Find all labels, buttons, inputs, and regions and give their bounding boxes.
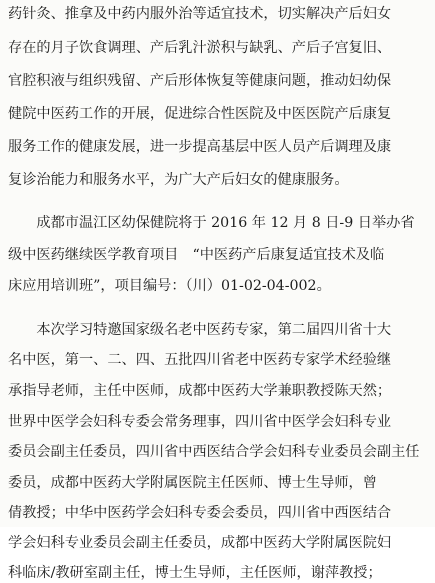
- text-line: 名中医，第一、二、四、五批四川省老中医药专家学术经验继: [8, 352, 392, 368]
- text-line: 床应用培训班”，项目编号：（川）01-02-04-002。: [8, 278, 331, 294]
- text-line: 承指导老师，主任中医师，成都中医药大学兼职教授陈天然；: [8, 383, 392, 399]
- text-line: 委员会副主任委员，四川省中西医结合学会妇科专业委员会副主任: [8, 444, 420, 460]
- text-line: 本次学习特邀国家级名老中医药专家，第二届四川省十大: [8, 322, 392, 338]
- text-line: 药针灸、推拿及中药内服外治等适宜技术，切实解决产后妇女: [8, 6, 392, 22]
- text-line: 委员，成都中医药大学附属医院主任医师、博士生导师，曾: [8, 475, 377, 491]
- text-line: 存在的月子饮食调理、产后乳汁淤积与缺乳、产后子宫复旧、: [8, 40, 392, 56]
- text-line: 官腔积液与组织残留、产后形体恢复等健康问题，推动妇幼保: [8, 73, 392, 89]
- text-line: 健院中医药工作的开展，促进综合性医院及中医医院产后康复: [8, 106, 392, 122]
- text-line: 学会妇科专业委员会副主任委员，成都中医药大学附属医院妇: [8, 535, 392, 551]
- text-line: 成都市温江区幼保健院将于 2016 年 12 月 8 日-9 日举办省: [8, 215, 415, 231]
- text-line: 世界中医学会妇科专委会常务理事，四川省中医学会妇科专业: [8, 414, 392, 430]
- text-line: 级中医药继续医学教育项目 “中医药产后康复适宜技术及临: [8, 247, 385, 263]
- text-line: 服务工作的健康发展，进一步提高基层中医人员产后调理及康: [8, 139, 392, 155]
- text-line: 复诊治能力和服务水平，为广大产后妇女的健康服务。: [8, 172, 349, 188]
- text-line: 倩教授；中华中医药学会妇科专委会委员，四川省中西医结合: [8, 505, 392, 521]
- text-line: 科临床/教研室副主任，博士生导师，主任医师，谢萍教授；: [8, 565, 382, 581]
